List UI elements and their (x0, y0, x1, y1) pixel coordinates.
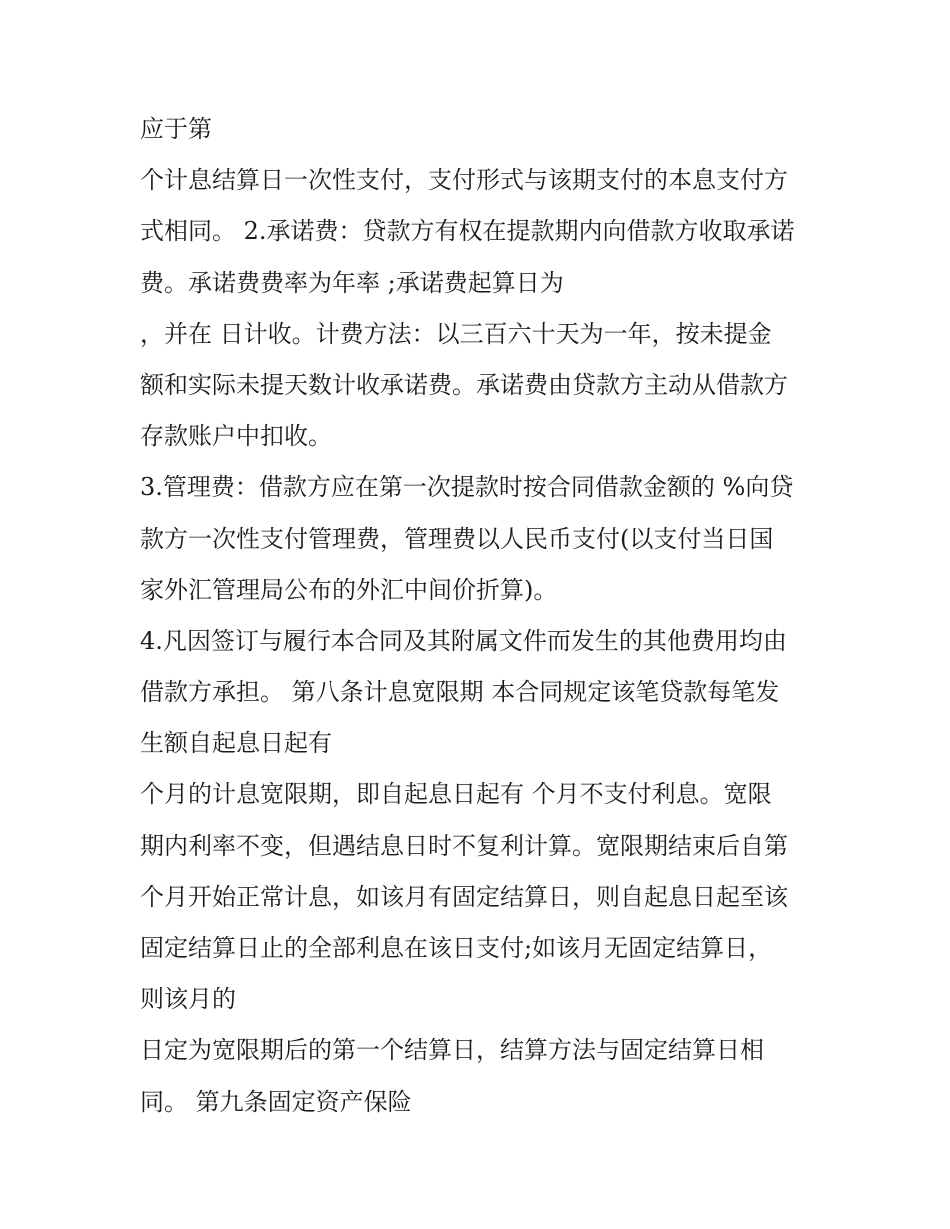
text-line: 生额自起息日起有 (140, 729, 332, 758)
text-line: 同。 第九条固定资产保险 (140, 1087, 412, 1116)
text-line: 式相同。 2.承诺费：贷款方有权在提款期内向借款方收取承诺 (140, 217, 795, 246)
text-line: 日定为宽限期后的第一个结算日，结算方法与固定结算日相 (140, 1036, 764, 1065)
text-line: 4.凡因签订与履行本合同及其附属文件而发生的其他费用均由 (140, 626, 787, 655)
text-line: 个计息结算日一次性支付，支付形式与该期支付的本息支付方 (140, 166, 788, 195)
text-line: 固定结算日止的全部利息在该日支付;如该月无固定结算日， (140, 934, 773, 962)
document-body (140, 108, 830, 1132)
text-line: ，并在 日计收。计费方法：以三百六十天为一年，按未提金 (140, 319, 772, 348)
text-line: 3.管理费：借款方应在第一次提款时按合同借款金额的 %向贷 (140, 473, 794, 502)
text-line: 应于第 (140, 115, 212, 143)
text-line: 期内利率不变，但遇结息日时不复利计算。宽限期结束后自第 (140, 831, 788, 860)
text-line: 存款账户中扣收。 (140, 422, 332, 451)
text-line: 家外汇管理局公布的外汇中间价折算)。 (140, 575, 558, 604)
text-line: 个月开始正常计息，如该月有固定结算日，则自起息日起至该 (140, 882, 788, 911)
text-line: 款方一次性支付管理费，管理费以人民币支付(以支付当日国 (140, 524, 774, 553)
text-line: 则该月的 (140, 985, 236, 1014)
text-line: 费。承诺费费率为年率 ;承诺费起算日为 (140, 268, 564, 297)
text-line: 个月的计息宽限期，即自起息日起有 个月不支付利息。宽限 (140, 780, 772, 809)
text-line: 借款方承担。 第八条计息宽限期 本合同规定该笔贷款每笔发 (140, 678, 780, 707)
text-line: 额和实际未提天数计收承诺费。承诺费由贷款方主动从借款方 (140, 370, 788, 399)
